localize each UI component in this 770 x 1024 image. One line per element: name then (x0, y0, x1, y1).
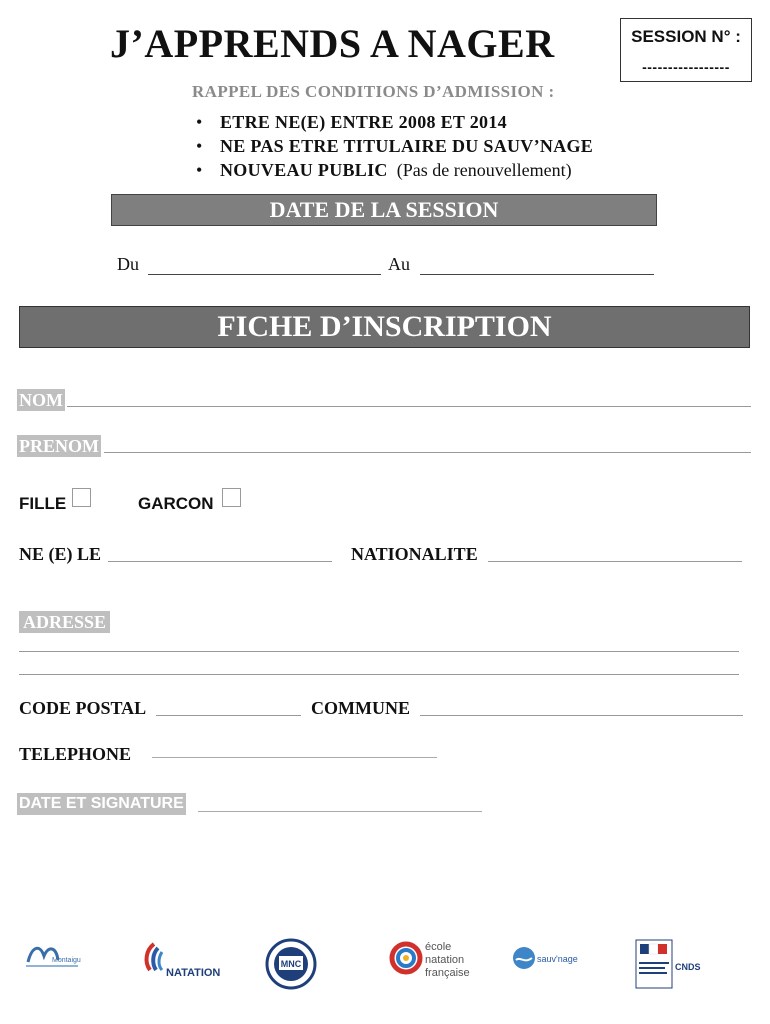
mnc-logo-mark (265, 938, 317, 990)
mnc-logo (265, 938, 317, 990)
registration-form-title: FICHE D’INSCRIPTION (19, 306, 750, 348)
svg-text:natation: natation (425, 954, 465, 966)
svg-text:NATATION: NATATION (166, 967, 221, 979)
condition-item: • NE PAS ETRE TITULAIRE DU SAUV’NAGE (196, 136, 594, 156)
postal-code-label: CODE POSTAL (19, 698, 147, 718)
fille-label: FILLE (19, 494, 67, 513)
svg-text:école: école (425, 941, 452, 953)
commune-label: COMMUNE (311, 698, 410, 718)
address-label: ADRESSE (19, 611, 110, 633)
prenom-field[interactable] (104, 452, 751, 453)
signature-label: DATE ET SIGNATURE (17, 793, 186, 815)
svg-text:Montaigu: Montaigu (52, 957, 81, 964)
address-line-2[interactable] (19, 674, 739, 675)
nationality-label: NATIONALITE (351, 544, 478, 564)
montaigu-logo (22, 936, 82, 976)
nom-label: NOM (19, 390, 63, 410)
date-to-field[interactable] (420, 274, 654, 275)
page-title: J’APPRENDS A NAGER (110, 21, 555, 66)
montaigu-logo-mark (22, 936, 82, 976)
fille-checkbox[interactable] (72, 488, 91, 507)
ffn-natation-logo-mark (140, 936, 224, 986)
birth-date-label: NE (E) LE (19, 544, 102, 564)
session-date-band: DATE DE LA SESSION (111, 194, 657, 226)
svg-text:CNDS: CNDS (675, 962, 701, 972)
svg-text:française: française (425, 967, 470, 979)
svg-text:sauv'nage: sauv'nage (537, 954, 578, 964)
condition-item: • ETRE NE(E) ENTRE 2008 ET 2014 (196, 112, 507, 132)
ecole-natation-logo-mark (388, 936, 480, 984)
address-line-1[interactable] (19, 651, 739, 652)
birth-date-field[interactable] (108, 561, 332, 562)
postal-code-field[interactable] (156, 715, 301, 716)
admission-conditions-list (196, 110, 593, 182)
prenom-label: PRENOM (19, 436, 99, 456)
commune-field[interactable] (420, 715, 743, 716)
date-from-field[interactable] (148, 274, 381, 275)
telephone-label: TELEPHONE (19, 744, 132, 764)
condition-item: • NOUVEAU PUBLIC (Pas de renouvellement) (196, 160, 572, 180)
garcon-label: GARCON (138, 494, 214, 513)
telephone-field[interactable] (152, 757, 437, 758)
svg-text:MNC: MNC (280, 959, 302, 969)
cnds-logo (636, 940, 710, 990)
nom-field[interactable] (67, 406, 751, 407)
date-to-label: Au (388, 254, 410, 274)
ecole-natation-logo (388, 936, 480, 984)
session-number-box (620, 18, 752, 82)
ffn-natation-logo (140, 936, 224, 986)
sauvnage-logo-mark (510, 938, 578, 978)
session-number-value: ----------------- (642, 59, 730, 75)
nationality-field[interactable] (488, 561, 742, 562)
garcon-checkbox[interactable] (222, 488, 241, 507)
signature-field[interactable] (198, 811, 482, 812)
session-number-label: SESSION N° : (631, 27, 741, 46)
admission-heading: RAPPEL DES CONDITIONS D’ADMISSION : (192, 82, 555, 101)
sauvnage-logo (510, 938, 578, 978)
date-from-label: Du (117, 254, 139, 274)
cnds-logo-mark (636, 940, 710, 990)
